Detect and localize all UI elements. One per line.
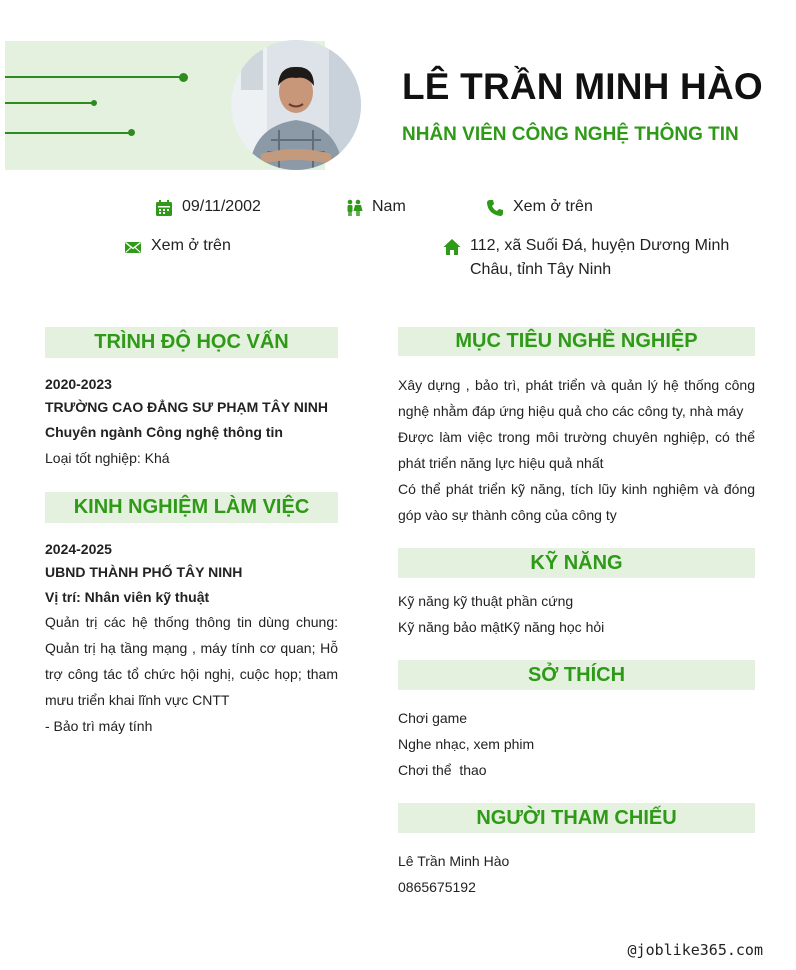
- decor-dot-3: [128, 129, 135, 136]
- email-value: Xem ở trên: [151, 237, 231, 254]
- education-period: 2020-2023: [45, 376, 112, 392]
- avatar: [231, 40, 361, 170]
- experience-period: 2024-2025: [45, 541, 112, 557]
- info-dob: [155, 198, 261, 219]
- objective-item: Có thể phát triển kỹ năng, tích lũy kinh nghiệm và đóng góp vào sự thành công của công ty: [398, 481, 755, 523]
- objective-block: [398, 372, 755, 528]
- candidate-name: LÊ TRẦN MINH HÀO: [402, 66, 763, 107]
- info-phone: [486, 198, 593, 219]
- skill-item: Kỹ năng bảo mậtKỹ năng học hỏi: [398, 619, 605, 635]
- education-grade: Loại tốt nghiệp: Khá: [45, 450, 170, 466]
- hobbies-heading: SỞ THÍCH: [398, 660, 755, 690]
- experience-company: UBND THÀNH PHỐ TÂY NINH: [45, 564, 243, 580]
- decor-dot-1: [179, 73, 188, 82]
- references-heading: NGƯỜI THAM CHIẾU: [398, 803, 755, 833]
- education-school: TRƯỜNG CAO ĐẲNG SƯ PHẠM TÂY NINH: [45, 399, 329, 415]
- phone-value: Xem ở trên: [513, 198, 593, 215]
- decor-line-2: [5, 102, 94, 104]
- objective-item: Được làm việc trong môi trường chuyên nghiệp, có thể phát triển năng lực hiệu quả nhất: [398, 429, 755, 471]
- hobby-item: Chơi thể thao: [398, 762, 487, 778]
- hobbies-block: [398, 705, 755, 783]
- experience-position: Vị trí: Nhân viên kỹ thuật: [45, 589, 210, 605]
- info-address: [443, 237, 773, 282]
- home-icon: [443, 238, 461, 256]
- skills-heading: KỸ NĂNG: [398, 548, 755, 578]
- education-major: Chuyên ngành Công nghệ thông tin: [45, 424, 283, 440]
- hobby-item: Nghe nhạc, xem phim: [398, 736, 535, 752]
- calendar-icon: [155, 199, 173, 217]
- email-icon: [124, 238, 142, 256]
- address-value: 112, xã Suối Đá, huyện Dương Minh Châu, tỉnh Tây Ninh: [470, 237, 730, 278]
- hobby-item: Chơi game: [398, 710, 468, 726]
- person-photo-icon: [231, 40, 361, 170]
- reference-phone: 0865675192: [398, 879, 476, 895]
- skill-item: Kỹ năng kỹ thuật phần cứng: [398, 593, 574, 609]
- job-title: NHÂN VIÊN CÔNG NGHỆ THÔNG TIN: [402, 124, 739, 145]
- references-block: [398, 848, 755, 900]
- experience-block: [45, 539, 338, 739]
- experience-description: Quản trị các hệ thống thông tin dùng chung: Quản trị hạ tầng mạng , máy tính cơ quan; Hỗ trợ công tác tổ chức hội nghị, cuộc họp; tham mưu triển khai lĩnh vực CNTT: [45, 614, 338, 708]
- info-email: [124, 237, 231, 258]
- education-heading: TRÌNH ĐỘ HỌC VẤN: [45, 327, 338, 358]
- footer-watermark: @joblike365.com: [627, 941, 763, 959]
- reference-name: Lê Trần Minh Hào: [398, 853, 510, 869]
- decor-dot-2: [91, 100, 97, 106]
- gender-icon: [345, 199, 363, 217]
- phone-icon: [486, 199, 504, 217]
- objective-item: Xây dựng , bảo trì, phát triển và quản lý hệ thống công nghệ nhằm đáp ứng hiệu quả cho các công ty, nhà máy: [398, 377, 755, 419]
- gender-value: Nam: [372, 198, 406, 215]
- experience-heading: KINH NGHIỆM LÀM VIỆC: [45, 492, 338, 523]
- experience-extra: - Bảo trì máy tính: [45, 718, 153, 734]
- skills-block: [398, 588, 755, 640]
- info-gender: [345, 198, 406, 219]
- objective-heading: MỤC TIÊU NGHỀ NGHIỆP: [398, 327, 755, 356]
- decor-line-3: [5, 132, 131, 134]
- education-block: [45, 374, 338, 472]
- dob-value: 09/11/2002: [182, 198, 261, 215]
- decor-line-1: [5, 76, 183, 78]
